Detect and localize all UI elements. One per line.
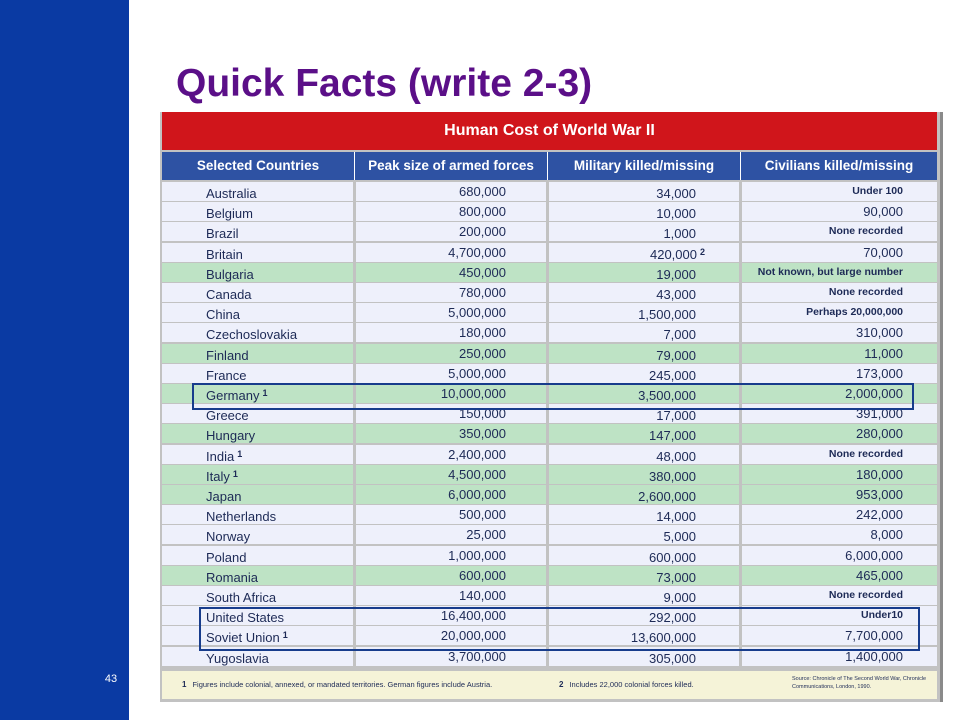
table-row	[162, 344, 937, 363]
military-killed-cell: 48,000	[549, 445, 739, 464]
footnote-marker: 1	[282, 630, 288, 641]
country-cell: France	[162, 364, 353, 383]
military-killed-cell: 13,600,000	[549, 626, 739, 645]
country-cell: Netherlands	[162, 505, 353, 524]
table-footnotes	[162, 671, 937, 699]
armed-forces-cell: 3,700,000	[356, 647, 546, 666]
military-killed-cell: 380,000	[549, 465, 739, 484]
armed-forces-cell: 4,700,000	[356, 243, 546, 262]
slide-title: Quick Facts (write 2-3)	[176, 62, 593, 105]
country-cell: Belgium	[162, 202, 353, 221]
civilians-killed-cell: 242,000	[742, 505, 937, 524]
slide-number: 43	[104, 673, 118, 685]
footnote-2: 2 Includes 22,000 colonial forces killed.	[559, 680, 694, 689]
country-cell: Canada	[162, 283, 353, 302]
military-killed-cell: 43,000	[549, 283, 739, 302]
country-cell: Japan	[162, 485, 353, 504]
armed-forces-cell: 450,000	[356, 263, 546, 282]
table-row	[162, 283, 937, 302]
country-cell: Bulgaria	[162, 263, 353, 282]
military-killed-cell: 17,000	[549, 404, 739, 423]
armed-forces-cell: 180,000	[356, 323, 546, 342]
country-cell: Italy $^1$	[162, 465, 353, 484]
civilians-killed-cell: Perhaps 20,000,000	[742, 303, 937, 322]
civilians-killed-cell: 6,000,000	[742, 546, 937, 565]
header-civilians-killed: Civilians killed/missing	[740, 152, 937, 180]
military-killed-cell: 245,000	[549, 364, 739, 383]
country-cell: Norway	[162, 525, 353, 544]
table-row	[162, 505, 937, 524]
military-killed-cell: 420,000 $^2$	[549, 243, 739, 262]
armed-forces-cell: 16,400,000	[356, 606, 546, 625]
civilians-killed-cell: None recorded	[742, 586, 937, 605]
table-row	[162, 323, 937, 342]
footnote-marker: 1	[232, 468, 238, 479]
military-killed-cell: 3,500,000	[549, 384, 739, 403]
footnote-marker: 2	[699, 246, 705, 257]
military-killed-cell: 10,000	[549, 202, 739, 221]
military-killed-cell: 2,600,000	[549, 485, 739, 504]
country-cell: Finland	[162, 344, 353, 363]
civilians-killed-cell: None recorded	[742, 445, 937, 464]
armed-forces-cell: 1,000,000	[356, 546, 546, 565]
table-row	[162, 525, 937, 544]
table-row	[162, 222, 937, 241]
table-header-row	[162, 152, 937, 180]
civilians-killed-cell: 90,000	[742, 202, 937, 221]
military-killed-cell: 1,500,000	[549, 303, 739, 322]
armed-forces-cell: 500,000	[356, 505, 546, 524]
country-cell: Hungary	[162, 424, 353, 443]
table-row	[162, 546, 937, 565]
civilians-killed-cell: Under10	[742, 606, 937, 625]
civilians-killed-cell: 280,000	[742, 424, 937, 443]
sidebar-bar	[0, 0, 129, 720]
civilians-killed-cell: None recorded	[742, 222, 937, 241]
armed-forces-cell: 20,000,000	[356, 626, 546, 645]
military-killed-cell: 9,000	[549, 586, 739, 605]
armed-forces-cell: 200,000	[356, 222, 546, 241]
table-row	[162, 566, 937, 585]
military-killed-cell: 73,000	[549, 566, 739, 585]
table-row	[162, 424, 937, 443]
country-cell: Germany $^1$	[162, 384, 353, 403]
military-killed-cell: 292,000	[549, 606, 739, 625]
country-cell: China	[162, 303, 353, 322]
country-cell: United States	[162, 606, 353, 625]
country-cell: Yugoslavia	[162, 647, 353, 666]
armed-forces-cell: 800,000	[356, 202, 546, 221]
country-cell: Poland	[162, 546, 353, 565]
armed-forces-cell: 5,000,000	[356, 364, 546, 383]
armed-forces-cell: 10,000,000	[356, 384, 546, 403]
armed-forces-cell: 350,000	[356, 424, 546, 443]
table-title: Human Cost of World War II	[162, 112, 937, 150]
country-cell: Australia	[162, 182, 353, 201]
armed-forces-cell: 4,500,000	[356, 465, 546, 484]
armed-forces-cell: 5,000,000	[356, 303, 546, 322]
country-cell: Greece	[162, 404, 353, 423]
armed-forces-cell: 150,000	[356, 404, 546, 423]
military-killed-cell: 79,000	[549, 344, 739, 363]
military-killed-cell: 34,000	[549, 182, 739, 201]
civilians-killed-cell: 8,000	[742, 525, 937, 544]
country-cell: Britain	[162, 243, 353, 262]
armed-forces-cell: 250,000	[356, 344, 546, 363]
military-killed-cell: 147,000	[549, 424, 739, 443]
country-cell: Brazil	[162, 222, 353, 241]
table-row	[162, 485, 937, 504]
civilians-killed-cell: 310,000	[742, 323, 937, 342]
armed-forces-cell: 680,000	[356, 182, 546, 201]
header-countries: Selected Countries	[196, 158, 320, 173]
highlight-box-us-soviet	[199, 607, 920, 651]
military-killed-cell: 1,000	[549, 222, 739, 241]
civilians-killed-cell: 70,000	[742, 243, 937, 262]
military-killed-cell: 5,000	[549, 525, 739, 544]
footnote-marker: 1	[262, 388, 268, 398]
highlight-box-germany	[192, 383, 914, 410]
country-cell: South Africa	[162, 586, 353, 605]
military-killed-cell: 14,000	[549, 505, 739, 524]
table-row	[162, 303, 937, 322]
armed-forces-cell: 600,000	[356, 566, 546, 585]
table-row	[162, 243, 937, 262]
civilians-killed-cell: 7,700,000	[742, 626, 937, 645]
armed-forces-cell: 6,000,000	[356, 485, 546, 504]
country-cell: India $^1$	[162, 445, 353, 464]
table-row	[162, 364, 937, 383]
country-cell: Romania	[162, 566, 353, 585]
civilians-killed-cell: 173,000	[742, 364, 937, 383]
armed-forces-cell: 2,400,000	[356, 445, 546, 464]
civilians-killed-cell: 1,400,000	[742, 647, 937, 666]
header-armed-forces: Peak size of armed forces	[354, 152, 547, 180]
military-killed-cell: 305,000	[549, 647, 739, 666]
military-killed-cell: 7,000	[549, 323, 739, 342]
country-cell: Czechoslovakia	[162, 323, 353, 342]
civilians-killed-cell: Under 100	[742, 182, 937, 201]
civilians-killed-cell: Not known, but large number	[742, 263, 937, 282]
armed-forces-cell: 140,000	[356, 586, 546, 605]
civilians-killed-cell: 953,000	[742, 485, 937, 504]
civilians-killed-cell: 2,000,000	[742, 384, 937, 403]
footnote-marker: 1	[237, 448, 243, 459]
table-row	[162, 586, 937, 605]
civilians-killed-cell: 11,000	[742, 344, 937, 363]
table-row	[162, 182, 937, 201]
table-row	[162, 465, 937, 484]
country-cell: Soviet Union $^1$	[162, 626, 353, 645]
civilians-killed-cell: 465,000	[742, 566, 937, 585]
footnote-source: Source: Chronicle of The Second World War, Chronicle Communications, London, 1990.	[792, 676, 927, 690]
civilians-killed-cell: 391,000	[742, 404, 937, 423]
armed-forces-cell: 25,000	[356, 525, 546, 544]
table-row	[162, 445, 937, 464]
header-military-killed: Military killed/missing	[547, 152, 740, 180]
footnote-1: 1 Figures include colonial, annexed, or mandated territories. German figures include Austria.	[182, 680, 493, 689]
military-killed-cell: 600,000	[549, 546, 739, 565]
table-row	[162, 202, 937, 221]
civilians-killed-cell: None recorded	[742, 283, 937, 302]
armed-forces-cell: 780,000	[356, 283, 546, 302]
military-killed-cell: 19,000	[549, 263, 739, 282]
table-row	[162, 263, 937, 282]
civilians-killed-cell: 180,000	[742, 465, 937, 484]
